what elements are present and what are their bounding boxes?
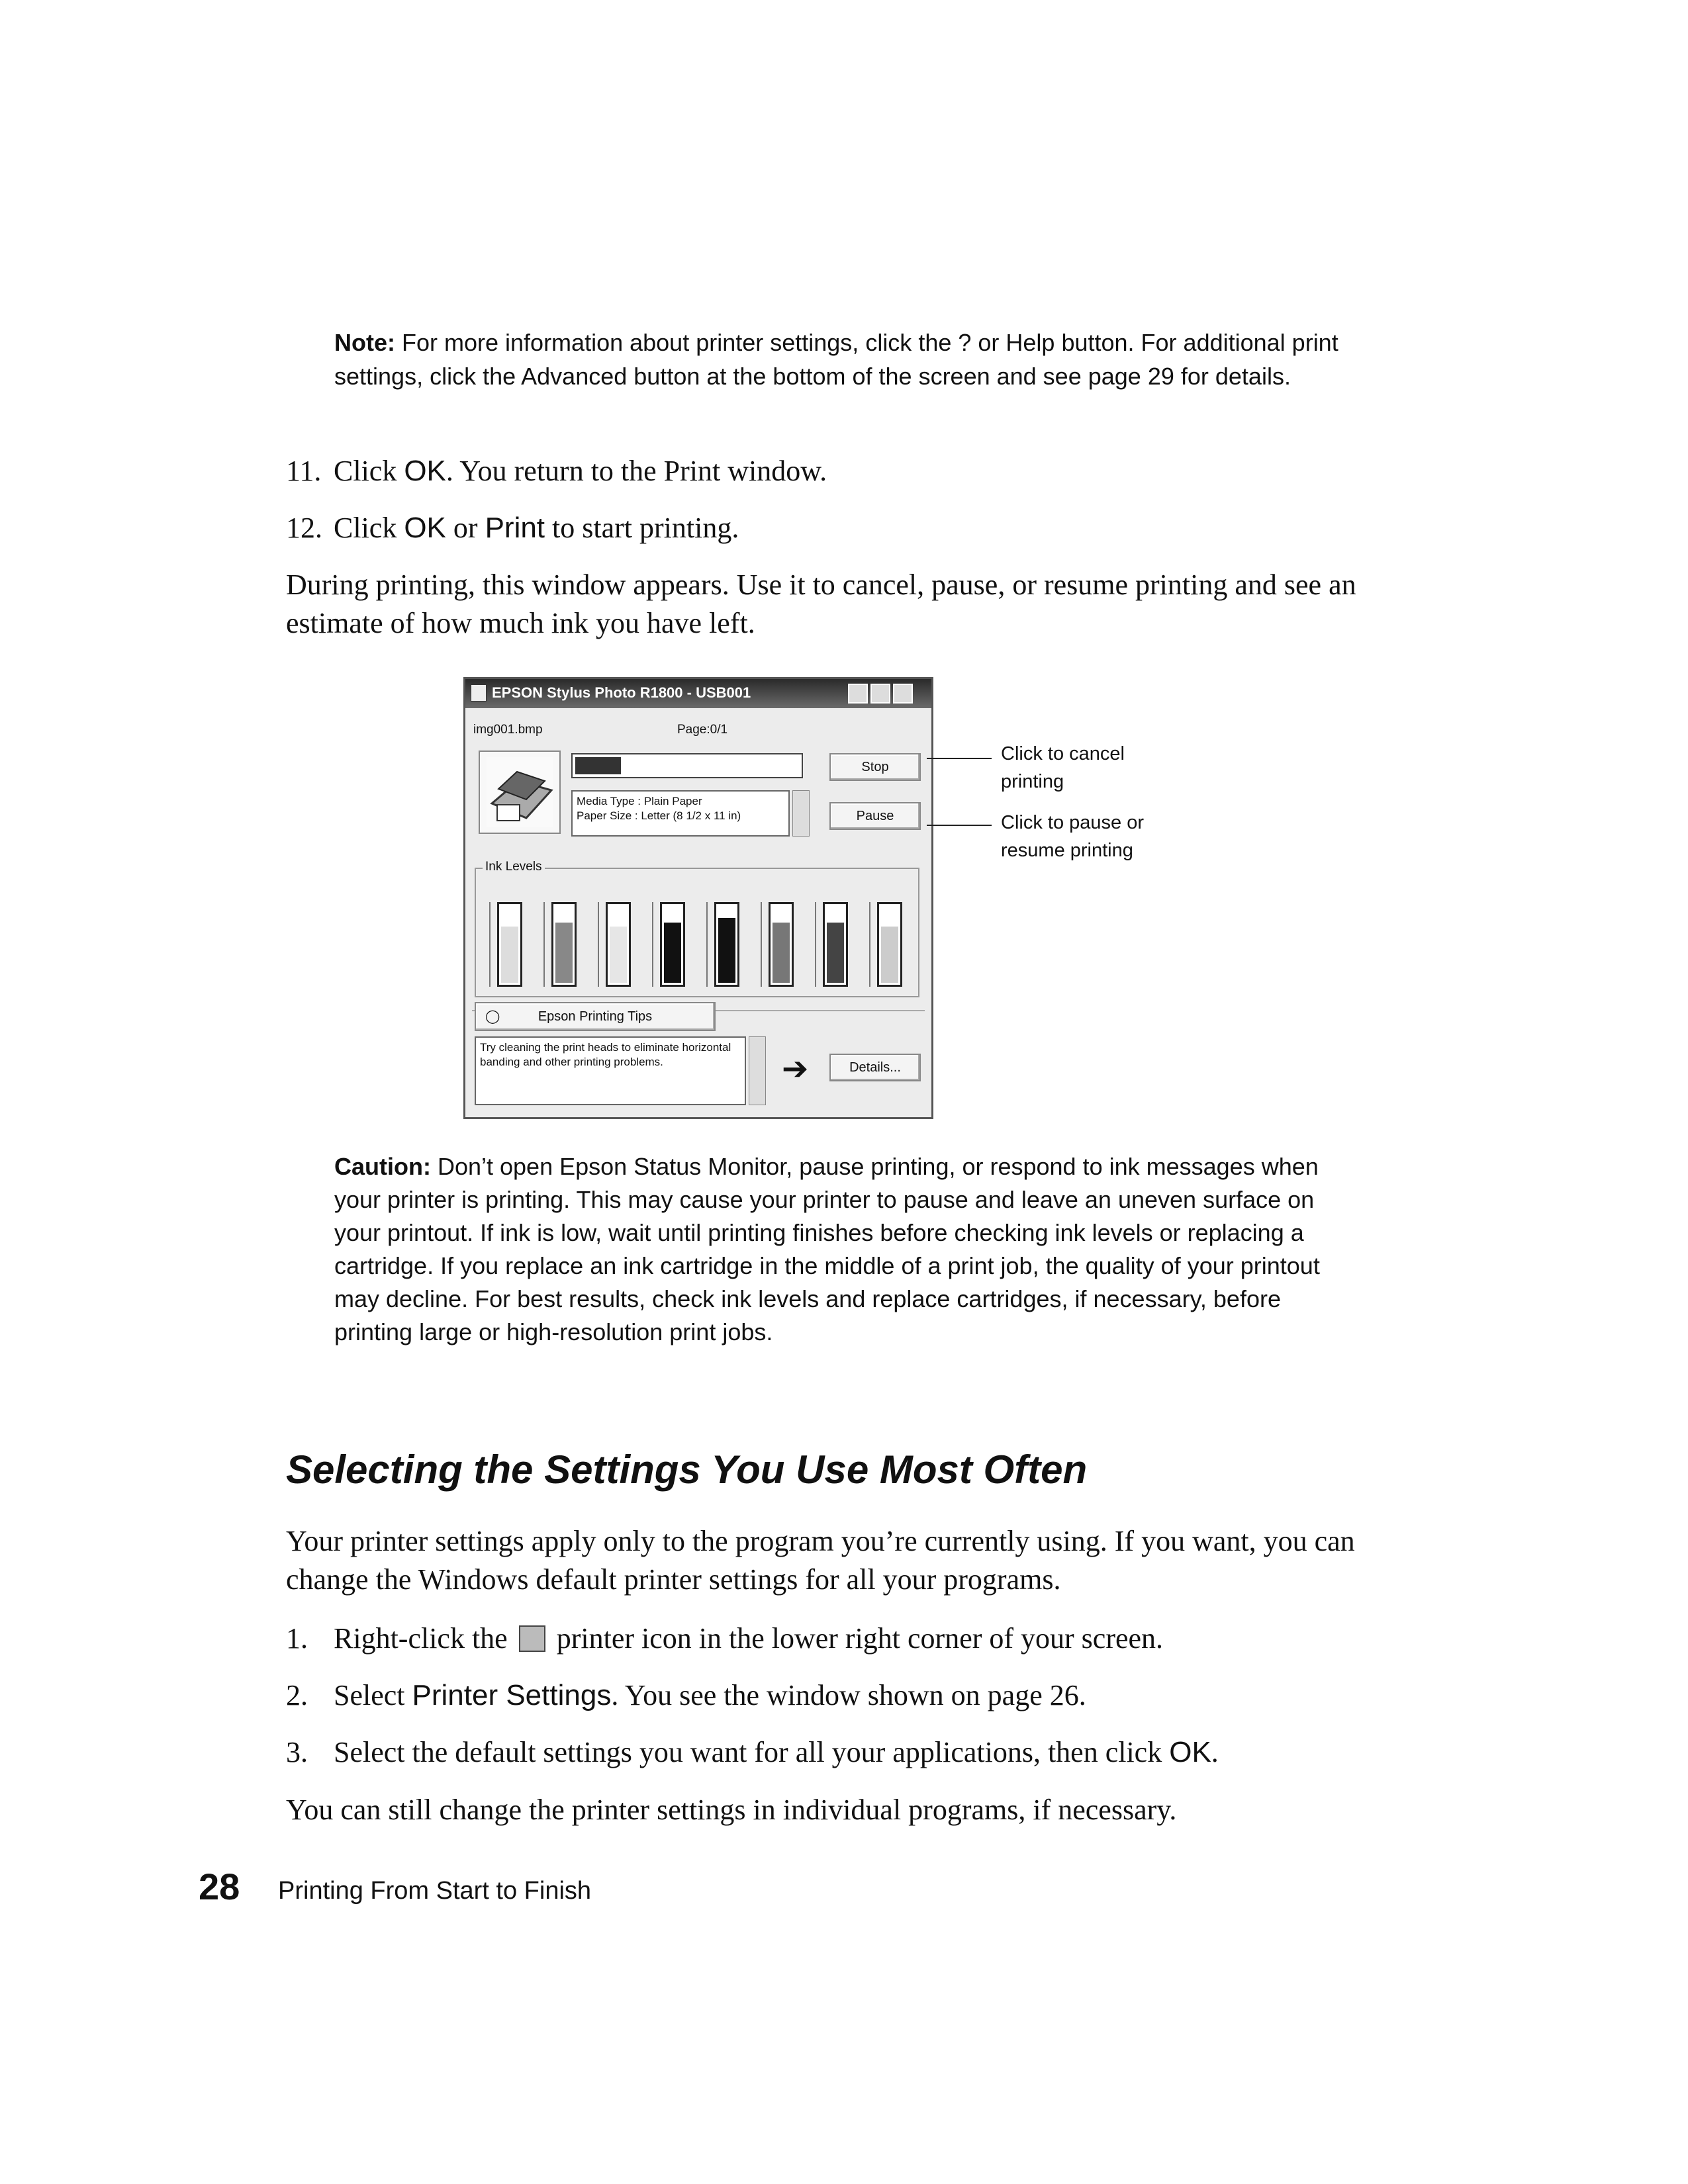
stop-callout: Click to cancel printing [1001,743,1125,792]
pause-button[interactable]: Pause [829,802,921,830]
tray-printer-icon [519,1625,545,1652]
note-paragraph: Note: For more information about printer settings, click the ? or Help button. For additional print settings, click the Advanced button at the bottom of the screen and see page 29 for details. [334,329,1338,390]
ink-scale-ticks [815,902,821,987]
ink-level-fill [773,923,790,983]
ink-levels-label: Ink Levels [483,860,545,874]
details-button[interactable]: Details... [829,1054,921,1081]
media-info-box [571,790,790,837]
page-count: Page:0/1 [677,723,728,737]
ink-scale-ticks [869,902,876,987]
file-name: img001.bmp [473,723,543,737]
caution-paragraph: Caution: Don’t open Epson Status Monitor, pause printing, or respond to ink messages when your printer is printing. This may cause your printer to pause and leave an uneven surface on your printout. If ink is low, wait until printing finishes before checking ink levels or replacing a cartridge. If you replace an ink cartridge in the middle of a print job, the quality of your printout may decline. For best results, check ink levels and replace cartridges, if necessary, before printing large or high-resolution print jobs. [334,1153,1320,1345]
step-2: 2. Select Printer Settings. You see the window shown on page 26. [286,1679,1086,1711]
info-scrollbar[interactable] [792,790,810,837]
ink-tank [497,902,522,987]
section-paragraph: Your printer settings apply only to the program you’re currently using. If you want, you can change the Windows default printer settings for all your programs. [286,1525,1355,1596]
close-button[interactable] [893,684,913,704]
status-monitor-window [463,677,933,1119]
tip-text-box: Try cleaning the print heads to eliminate horizontal banding and other printing problems. [475,1036,746,1105]
epson-printing-tips-button[interactable]: ◯ Epson Printing Tips [475,1002,716,1031]
ink-tank [660,902,685,987]
printer-app-icon [471,684,487,702]
ink-scale-ticks [761,902,767,987]
step-12: 12. Click OK or Print to start printing. [286,512,739,544]
progress-fill [575,757,621,774]
ink-tank [877,902,902,987]
note-lead: Note: [334,329,395,356]
ink-tank [769,902,794,987]
ink-level-fill [718,918,735,983]
ink-scale-ticks [489,902,496,987]
intro-paragraph: During printing, this window appears. Use it to cancel, pause, or resume printing and see an estimate of how much ink you have left. [286,569,1356,639]
ink-level-fill [881,927,898,983]
ink-scale-ticks [652,902,659,987]
ink-level-fill [664,923,681,983]
media-type: Media Type : Plain Paper [577,795,702,807]
ink-levels-group [475,860,919,997]
window-title: EPSON Stylus Photo R1800 - USB001 [492,684,751,701]
step-1: 1. Right-click the printer icon in the lower right corner of your screen. [286,1622,1164,1655]
ink-level-fill [610,927,627,983]
ink-level-fill [501,927,518,983]
stop-callout-line [927,758,992,759]
pause-callout-line [927,825,992,826]
maximize-button[interactable] [870,684,890,704]
ink-tank [551,902,577,987]
caution-lead: Caution: [334,1153,431,1180]
ink-level-fill [555,923,573,983]
tip-scrollbar[interactable] [749,1036,766,1105]
ink-level-fill [827,923,844,983]
closing-paragraph: You can still change the printer settings in individual programs, if necessary. [286,1794,1177,1826]
title-bar [465,679,931,708]
lightbulb-icon: ◯ [485,1009,500,1024]
minimize-button[interactable] [848,684,868,704]
ink-scale-ticks [598,902,604,987]
ink-scale-ticks [543,902,550,987]
step-3: 3. Select the default settings you want for all your applications, then click OK. [286,1736,1219,1768]
page-number: 28 [199,1866,240,1907]
step-11: 11. Click OK. You return to the Print window. [286,455,827,487]
pause-callout: Click to pause or resume printing [1001,812,1144,861]
section-heading: Selecting the Settings You Use Most Often [286,1447,1088,1492]
printer-icon [479,751,561,834]
ink-tank [606,902,631,987]
ink-tank [823,902,848,987]
footer-title: Printing From Start to Finish [278,1877,592,1905]
ink-tank [714,902,739,987]
stop-button[interactable]: Stop [829,753,921,781]
ink-scale-ticks [706,902,713,987]
print-progress-bar [571,753,803,778]
paper-size: Paper Size : Letter (8 1/2 x 11 in) [577,809,741,822]
arrow-right-icon: ➔ [782,1052,809,1087]
